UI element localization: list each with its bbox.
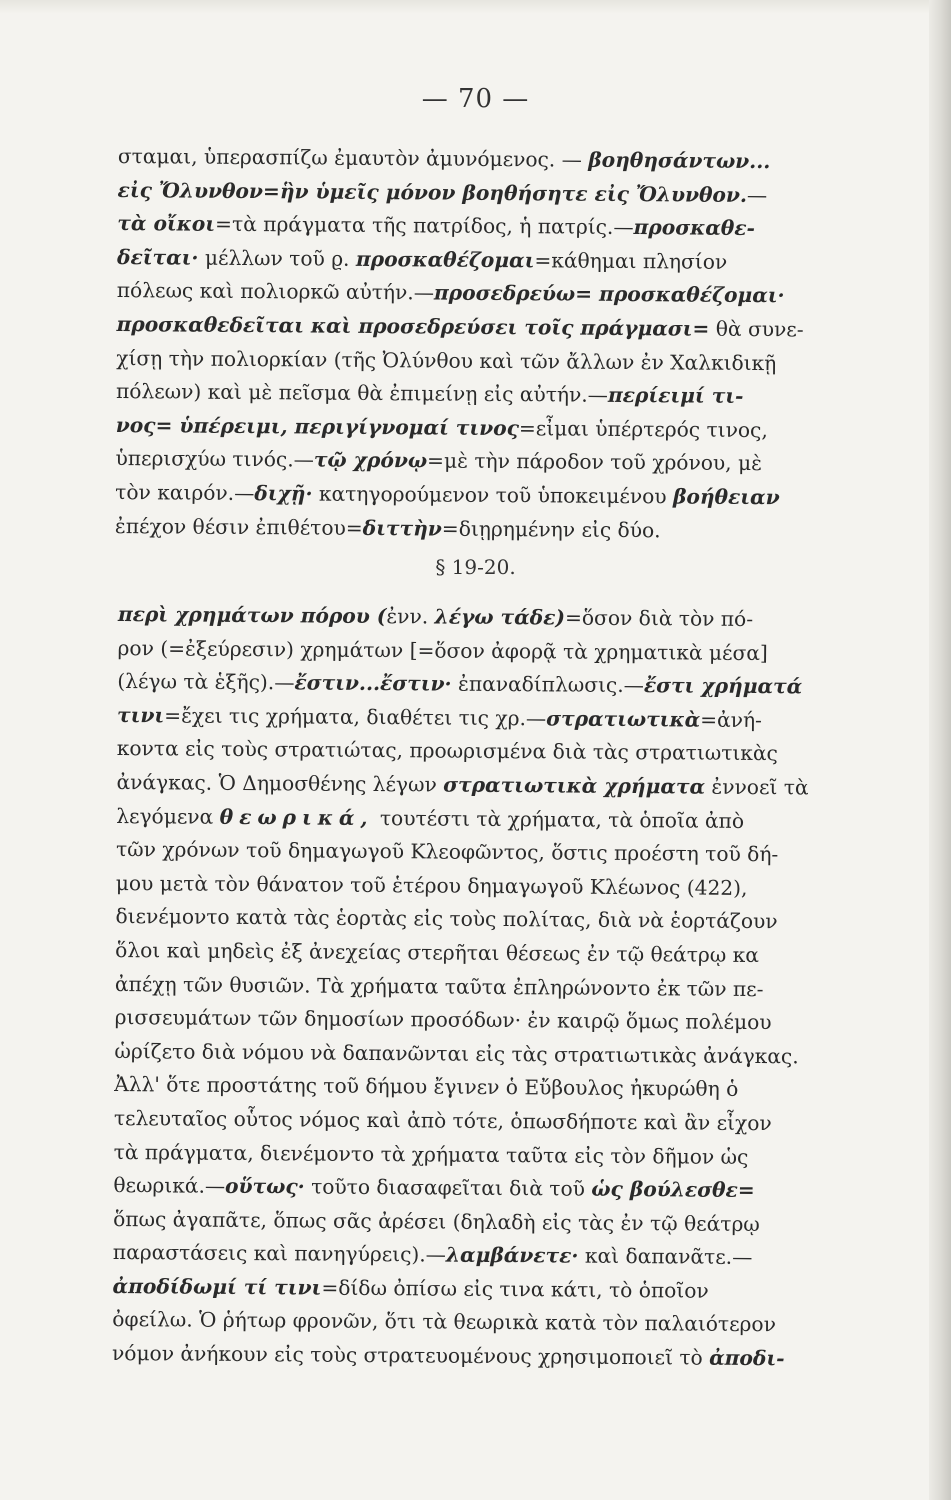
section-heading: § 19-20. <box>435 555 516 579</box>
gloss-text: τῶν χρόνων τοῦ δημαγωγοῦ Κλεοφῶντος, ὅστις προέστη τοῦ δή- <box>115 837 779 867</box>
text-line <box>116 308 818 347</box>
text-line <box>115 476 817 515</box>
gloss-text: κατηγορούμενον τοῦ ὑποκειμένου <box>312 481 674 509</box>
gloss-text: ἀπέχῃ τῶν θυσιῶν. Τὰ χρήματα ταῦτα ἐπληρώνοντο ἐκ τῶν πε- <box>114 971 764 1001</box>
gloss-text: =κάθημαι πλησίον <box>534 248 728 274</box>
text-line <box>117 732 819 771</box>
paragraph-glossary-2 <box>112 598 820 1376</box>
text-line <box>116 342 818 381</box>
text-line <box>117 174 819 213</box>
lemma-term: βοηθησάντων... <box>588 147 771 174</box>
lemma-term: στρατιωτικὰ χρήματα <box>443 772 706 799</box>
gloss-text: σταμαι, ὑπερασπίζω ἐμαυτὸν ἀμυνόμενος. — <box>117 143 589 172</box>
gloss-text: πόλεων) καὶ μὲ πεῖσμα θὰ ἐπιμείνῃ εἰς αὐτήν.— <box>115 379 608 408</box>
gloss-text: τελευταῖος οὗτος νόμος καὶ ἀπὸ τότε, ὁπωσδήποτε καὶ ἂν εἶχον <box>113 1105 772 1136</box>
gloss-text: μου μετὰ τὸν θάνατον τοῦ ἑτέρου δημαγωγοῦ Κλέωνος (422), <box>115 870 748 900</box>
text-line <box>115 934 817 973</box>
text-line <box>116 833 818 872</box>
gloss-text: ὀφείλω. Ὁ ῥήτωρ φρονῶν, ὅτι τὰ θεωρικὰ κατὰ τὸν παλαιότερον <box>112 1307 777 1337</box>
gloss-text: ρισσευμάτων τῶν δημοσίων προσόδων· ἐν καιρῷ ὅμως πολέμου <box>114 1005 772 1035</box>
text-line <box>115 1001 817 1040</box>
lemma-term: βοήθειαν <box>672 484 780 510</box>
gloss-text: =δίδω ὀπίσω εἰς τινα κάτι, τὸ ὁποῖον <box>321 1275 709 1303</box>
gloss-text: τουτέστι τὰ χρήματα, τὰ ὁποῖα ἀπὸ <box>373 805 745 833</box>
text-line <box>116 867 818 906</box>
gloss-text: Ἀλλ' ὅτε προστάτης τοῦ δήμου ἔγινεν ὁ Εὔβουλος ἠκυρώθη ὁ <box>114 1072 739 1102</box>
gloss-text: ἐννοεῖ τὰ <box>704 774 809 800</box>
text-line <box>115 442 817 481</box>
lemma-term: ἀποδίδωμί τί τινι <box>112 1273 322 1300</box>
gloss-text: — <box>746 182 768 207</box>
gloss-text: τὰ πράγματα, διενέμοντο τὰ χρήματα ταῦτα εἰς τὸν δῆμον ὡς <box>113 1139 749 1169</box>
text-line <box>115 900 817 939</box>
lemma-term: ὡς βούλεσθε= <box>591 1176 755 1203</box>
gloss-text: =τὰ πράγματα τῆς πατρίδος, ἡ πατρίς.— <box>214 211 634 240</box>
gloss-text: νόμον ἀνήκουν εἰς τοὺς στρατευομένους χρησιμοποιεῖ τὸ <box>111 1341 710 1370</box>
gloss-text: ἐνν. <box>386 604 435 629</box>
lemma-term: νος= ὑπέρειμι, περιγίγνομαί τινος <box>115 412 520 440</box>
text-line <box>114 1135 816 1174</box>
lemma-term: περὶ χρημάτων πόρου ( <box>117 601 387 629</box>
gloss-text: ἐπέχον θέσιν ἐπιθέτου= <box>114 513 363 540</box>
gloss-text: θὰ συνε- <box>709 316 804 342</box>
page-right-edge <box>929 0 951 1500</box>
lemma-term: προσκαθε- <box>633 215 756 241</box>
text-line <box>117 699 819 738</box>
text-line <box>114 1068 816 1107</box>
gloss-text: θεωρικά.— <box>113 1173 226 1198</box>
gloss-text: =εἶμαι ὑπέρτερός τινος, <box>518 415 768 442</box>
lemma-term: προσκαθέζομαι <box>355 246 535 273</box>
gloss-text: λεγόμενα <box>116 803 220 829</box>
gloss-text: κοντα εἰς τοὺς στρατιώτας, προωρισμένα διὰ τὰς στρατιωτικὰς <box>116 736 779 766</box>
gloss-text: =ἔχει τις χρήματα, διαθέτει τις χρ.— <box>164 703 547 731</box>
text-line <box>117 632 819 671</box>
lemma-term: προσκαθεδεῖται καὶ προσεδρεύσει τοῖς πράγμασι= <box>116 311 710 341</box>
gloss-text: (λέγω τὰ ἑξῆς).— <box>117 669 295 695</box>
text-line <box>118 140 820 179</box>
page-number: — 70 — <box>421 84 530 114</box>
gloss-text: παραστάσεις καὶ πανηγύρεις).— <box>112 1240 447 1267</box>
gloss-text: τὸν καιρόν.— <box>115 479 255 506</box>
gloss-text: χίσῃ τὴν πολιορκίαν (τῆς Ὀλύνθου καὶ τῶν ἄλλων ἐν Χαλκιδικῇ <box>116 345 777 375</box>
text-line <box>115 968 817 1007</box>
text-line <box>112 1303 814 1342</box>
text-line <box>117 241 819 280</box>
gloss-text: τοῦτο διασαφεῖται διὰ τοῦ <box>304 1174 592 1201</box>
gloss-text: μέλλων τοῦ ϱ. <box>198 245 357 271</box>
lemma-term: διττὴν <box>362 515 442 541</box>
text-line <box>116 766 818 805</box>
lemma-term: περίειμί τι- <box>607 383 744 409</box>
text-line <box>118 598 820 637</box>
text-line <box>112 1337 814 1376</box>
lemma-term: διχῇ· <box>254 481 313 506</box>
gloss-text: ἀνάγκας. Ὁ Δημοσθένης λέγων <box>116 769 444 797</box>
lemma-term: λαμβάνετε· <box>445 1242 579 1268</box>
lemma-term: εἰς Ὄλυνθον=ἣν ὑμεῖς μόνον βοηθήσητε εἰς Ὄλυνθον. <box>117 177 748 207</box>
lemma-term: οὕτως· <box>225 1173 305 1199</box>
lemma-term: δεῖται· <box>116 244 199 270</box>
text-line <box>113 1203 815 1242</box>
text-line <box>116 800 818 839</box>
gloss-text: πόλεως καὶ πολιορκῶ αὐτήν.— <box>116 278 435 305</box>
text-line <box>114 1035 816 1074</box>
text-line <box>114 1102 816 1141</box>
text-line <box>116 375 818 414</box>
lemma-term: τῷ χρόνῳ <box>313 447 428 473</box>
lemma-term: τινι <box>116 702 165 728</box>
lemma-term: τὰ οἴκοι <box>117 211 216 236</box>
lemma-term: προσεδρεύω= προσκαθέζομαι· <box>433 280 785 308</box>
text-line <box>117 665 819 704</box>
lemma-term: θεωρικά, <box>219 804 374 830</box>
page-top-edge <box>0 0 951 14</box>
gloss-text: ὅλοι καὶ μηδεὶς ἐξ ἀνεχείας στερῆται θέσεως ἐν τῷ θεάτρῳ κα <box>115 937 760 967</box>
paragraph-glossary-1 <box>115 140 820 549</box>
lemma-term: ἀποδι- <box>709 1345 785 1371</box>
gloss-text: διενέμοντο κατὰ τὰς ἑορτὰς εἰς τοὺς πολίτας, διὰ νὰ ἑορτάζουν <box>115 904 778 934</box>
gloss-text: ἐπαναδίπλωσις.— <box>451 671 644 698</box>
gloss-text: =ὅσον διὰ τὸν πό- <box>564 605 754 631</box>
gloss-text: =ἀνή- <box>700 707 763 732</box>
gloss-text: =διῃρημένην εἰς δύο. <box>441 516 661 542</box>
text-line <box>117 274 819 313</box>
text-line <box>115 510 817 549</box>
gloss-text: =μὲ τὴν πάροδον τοῦ χρόνου, μὲ <box>427 448 763 476</box>
lemma-term: στρατιωτικὰ <box>546 706 701 732</box>
gloss-text: ὡρίζετο διὰ νόμου νὰ δαπανῶνται εἰς τὰς στρατιωτικὰς ἀνάγκας. <box>114 1038 799 1069</box>
text-line <box>117 207 819 246</box>
lemma-term: λέγω τάδε) <box>434 604 566 630</box>
lemma-term: ἔστιν...ἔστιν· <box>294 670 452 696</box>
gloss-text: ὅπως ἀγαπᾶτε, ὅπως σᾶς ἀρέσει (δηλαδὴ εἰς τὰς ἐν τῷ θεάτρῳ <box>113 1206 760 1236</box>
text-line <box>112 1270 814 1309</box>
gloss-text: ρον (=ἐξεύρεσιν) χρημάτων [=ὅσον ἀφορᾷ τὰ χρηματικὰ μέσα] <box>117 635 768 665</box>
text-line <box>113 1236 815 1275</box>
text-line <box>113 1169 815 1208</box>
text-line <box>116 409 818 448</box>
lemma-term: ἔστι χρήματά <box>643 673 803 699</box>
gloss-text: ὑπερισχύω τινός.— <box>115 446 314 472</box>
gloss-text: καὶ δαπανᾶτε.— <box>578 1243 753 1270</box>
